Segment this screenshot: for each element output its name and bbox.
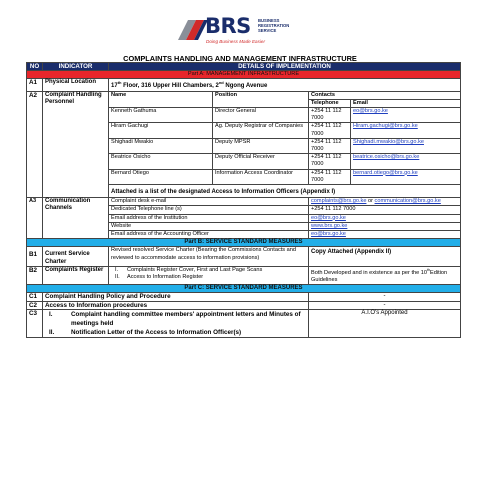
email-link[interactable]: beatrice.osicho@brs.go.ke [353, 154, 420, 161]
table-row: Beatrice Osicho Deputy Official Receiver +254 11 112 7000 beatrice.osicho@brs.go.ke [27, 154, 461, 169]
table-header [27, 63, 461, 71]
list-item: II. Notification Letter of the Access to Information Officer(s) [49, 328, 242, 336]
row-c3: C3 I. Complaint handling committee members' appointment letters and Minutes of meetings held II. Notification Letter of the Access to Information Officer(s) A.I.O's Appointed [27, 309, 461, 337]
table-row: Hiram Gachugi Ag. Deputy Registrar of Companies +254 11 112 7000 Hiram.gachugi@brs.go.ke [27, 123, 461, 138]
brand-name: BRS [205, 14, 251, 38]
part-b-heading: Part B: SERVICE STANDARD MEASURES [27, 239, 461, 247]
header-indicator: INDICATOR [43, 63, 109, 71]
table-row: Kenneth Gathuma Director General +254 11 112 7000 eo@brs.go.ke [27, 108, 461, 123]
list-item: I. Complaint handling committee members' appointment letters and Minutes of meetings held [49, 310, 301, 327]
row-c1: C1 Complaint Handling Policy and Procedure - [27, 293, 461, 301]
institution-email-link[interactable]: eo@brs.go.ke [311, 214, 346, 221]
table-row: Email address of the Accounting Officer eo@brs.go.ke [27, 231, 461, 239]
accounting-officer-email-link[interactable]: eo@brs.go.ke [311, 231, 346, 238]
table-row: Website www.brs.go.ke [27, 222, 461, 230]
header-details: DETAILS OF IMPLEMENTATION [109, 63, 461, 71]
communication-email-link[interactable]: communication@brs.go.ke [374, 198, 441, 205]
row-c2: C2 Access to Information procedures - [27, 301, 461, 309]
physical-location: 17th Floor, 316 Upper Hill Chambers, 2nd Ngong Avenue [109, 79, 461, 91]
list-item: I. Complaints Register Cover, First and Last Page Scans [115, 266, 263, 273]
brand-subtitle: BUSINESS REGISTRATION SERVICE [258, 18, 290, 33]
website-link[interactable]: www.brs.go.ke [311, 222, 348, 229]
brand-tagline: Doing Business Made Easier [206, 39, 265, 44]
infrastructure-table [26, 62, 461, 338]
table-row: Bernard Otiego Information Access Coordinator +254 11 112 7000 bernard.otiego@brs.go.ke [27, 169, 461, 184]
document-title: COMPLAINTS HANDLING AND MANAGEMENT INFRASTRUCTURE [123, 54, 357, 63]
table-row: Email address of the Institution eo@brs.go.ke [27, 214, 461, 222]
email-link[interactable]: Hiram.gachugi@brs.go.ke [353, 123, 418, 130]
email-link[interactable]: bernard.otiego@brs.go.ke [353, 169, 418, 176]
email-link[interactable]: Shighadi.mwakio@brs.go.ke [353, 138, 424, 145]
row-b1: B1 Current Service Charter Revised resolved Service Charter (Bearing the Commissions Contacts and reviewed to accommodate access to information provisions) Copy Attached (Appendix II) [27, 247, 461, 266]
row-b2: B2 Complaints Register I. Complaints Register Cover, First and Last Page Scans II. Access to Information Register Both Developed and in existence as per the 10thEdition Guidelines [27, 266, 461, 284]
a2-attached-note: Attached is a list of the designated Access to Information Officers (Appendix I) [27, 185, 461, 198]
row-a2-subhead: Telephone Email [27, 99, 461, 107]
complaints-email-link[interactable]: complaints@brs.go.ke [311, 198, 367, 205]
table-row: Dedicated Telephone line (s) +254 11 112 7000 [27, 206, 461, 214]
row-a2-head: A2 Complaint Handling Personnel Name Position Contacts [27, 91, 461, 99]
table-row: A3 Communication Channels Complaint desk e-mail complaints@brs.go.ke or communication@brs.go.ke [27, 198, 461, 206]
list-item: II. Access to Information Register [115, 274, 204, 281]
header-no: NO [27, 63, 43, 71]
part-c-heading: Part C: SERVICE STANDARD MEASURES [27, 285, 461, 293]
row-a1: A1 Physical Location 17th Floor, 316 Upper Hill Chambers, 2nd Ngong Avenue [27, 79, 461, 91]
part-a-heading: Part A: MANAGEMENT INFRASTRUCTURE [27, 71, 461, 79]
email-link[interactable]: eo@brs.go.ke [353, 108, 388, 115]
table-row: Shighadi Mwakio Deputy MPSR +254 11 112 7000 Shighadi.mwakio@brs.go.ke [27, 138, 461, 153]
